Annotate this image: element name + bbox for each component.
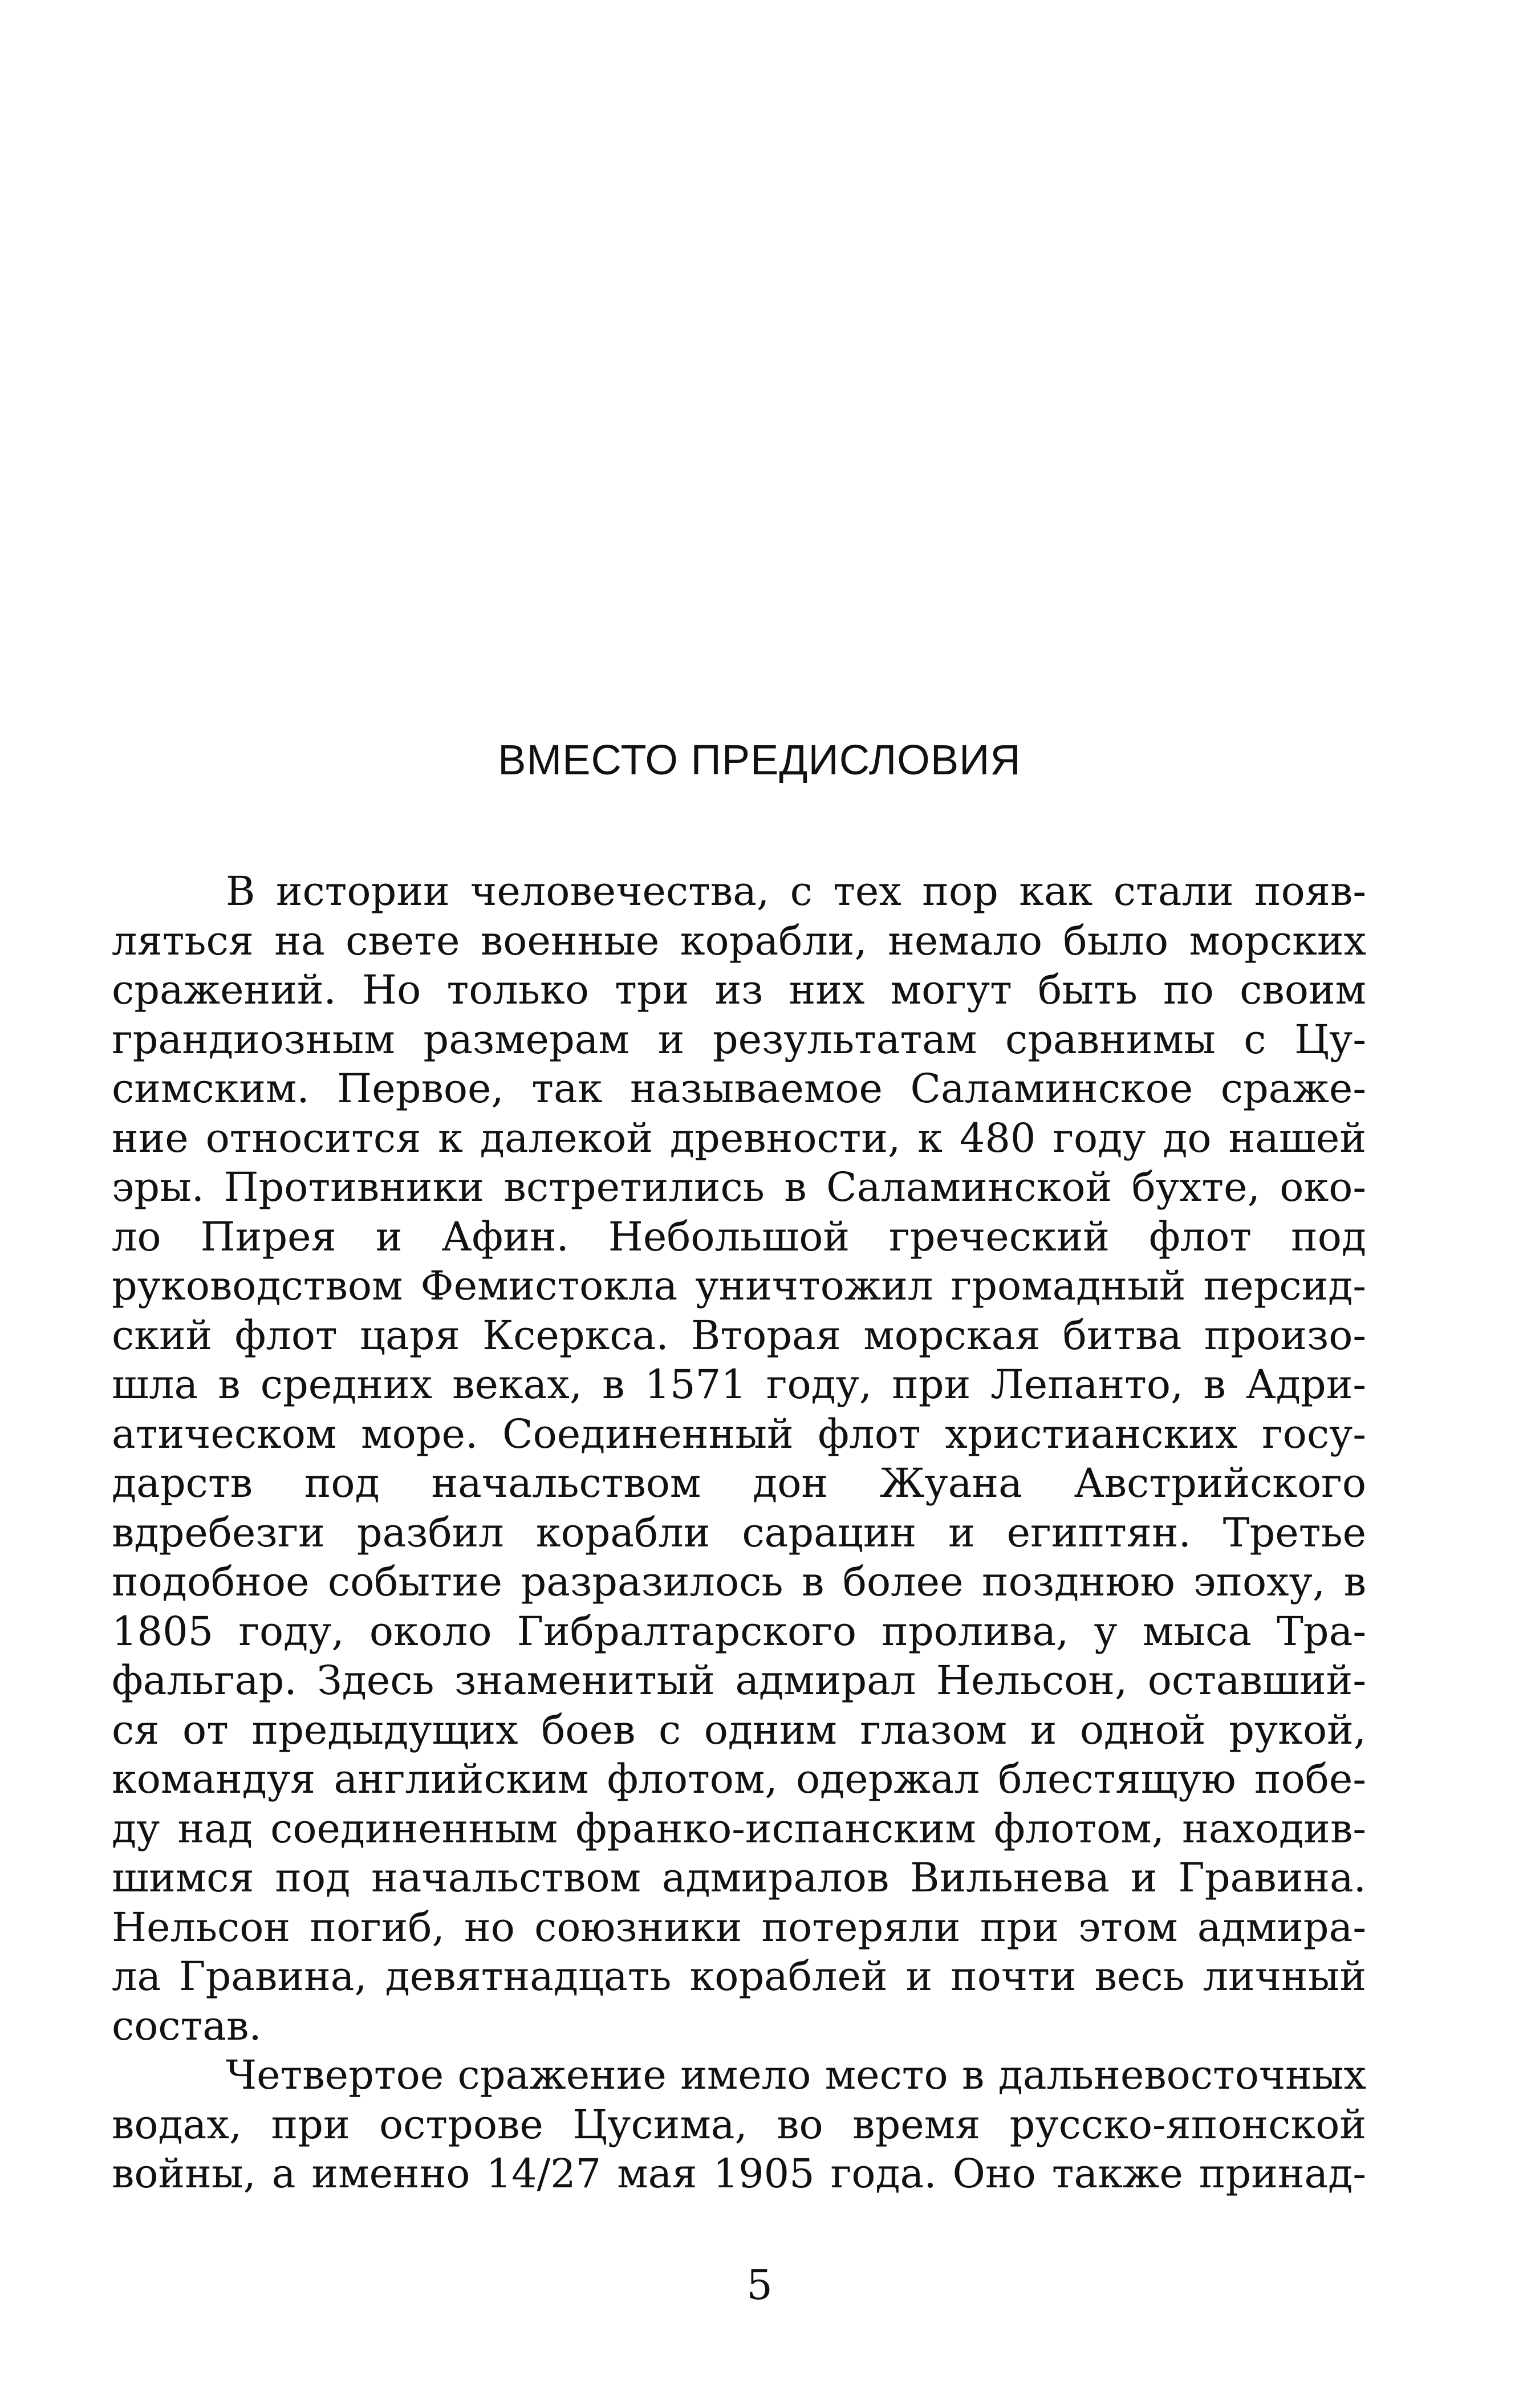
text-line: войны, а именно 14/27 мая 1905 года. Оно также принад- [112,2150,1366,2197]
text-line: вдребезги разбил корабли сарацин и египтян. Третье [112,1509,1366,1556]
text-line: ла Гравина, девятнадцать кораблей и почти весь личный [112,1953,1366,2000]
text-line: водах, при острове Цусима, во время русско-японской [112,2101,1366,2148]
text-line: ло Пирея и Афин. Небольшой греческий флот под [112,1213,1366,1260]
text-line: сражений. Но только три из них могут быть по своим [112,967,1366,1013]
text-line: ляться на свете военные корабли, немало было морских [112,917,1366,964]
text-line: состав. [112,2002,262,2049]
text-line: ние относится к далекой древности, к 480 году до нашей [112,1114,1366,1162]
section-heading: ВМЕСТО ПРЕДИСЛОВИЯ [498,736,1021,783]
text-line: атическом море. Соединенный флот христианских госу- [112,1410,1366,1457]
text-line: эры. Противники встретились в Саламинской бухте, око- [112,1164,1366,1211]
text-line: подобное событие разразилось в более позднюю эпоху, в [112,1558,1366,1605]
text-line: ся от предыдущих боев с одним глазом и одной рукой, [112,1706,1366,1753]
text-line: 1805 году, около Гибралтарского пролива, у мыса Тра- [112,1607,1366,1655]
text-line: шла в средних веках, в 1571 году, при Лепанто, в Адри- [112,1361,1366,1408]
text-line: шимся под начальством адмиралов Вильнева и Гравина. [112,1854,1366,1901]
text-line: командуя английским флотом, одержал блестящую побе- [112,1756,1366,1802]
page-number: 5 [746,2261,773,2309]
body-text [112,867,1366,2199]
text-line: фальгар. Здесь знаменитый адмирал Нельсон, оставший- [112,1657,1366,1704]
text-line: руководством Фемистокла уничтожил громадный персид- [112,1262,1366,1309]
text-line: ский флот царя Ксеркса. Вторая морская битва произо- [112,1311,1366,1359]
text-line: Нельсон погиб, но союзники потеряли при этом адмира- [112,1903,1366,1951]
text-line: симским. Первое, так называемое Саламинское сраже- [112,1065,1366,1112]
text-line: ду над соединенным франко-испанским флотом, находив- [112,1805,1366,1852]
text-line: дарств под начальством дон Жуана Австрийского [112,1460,1366,1506]
text-line: грандиозным размерам и результатам сравнимы с Цу- [112,1016,1366,1063]
text-line: В истории человечества, с тех пор как стали появ- [226,868,1366,915]
text-line: Четвертое сражение имело место в дальневосточных [226,2052,1366,2098]
